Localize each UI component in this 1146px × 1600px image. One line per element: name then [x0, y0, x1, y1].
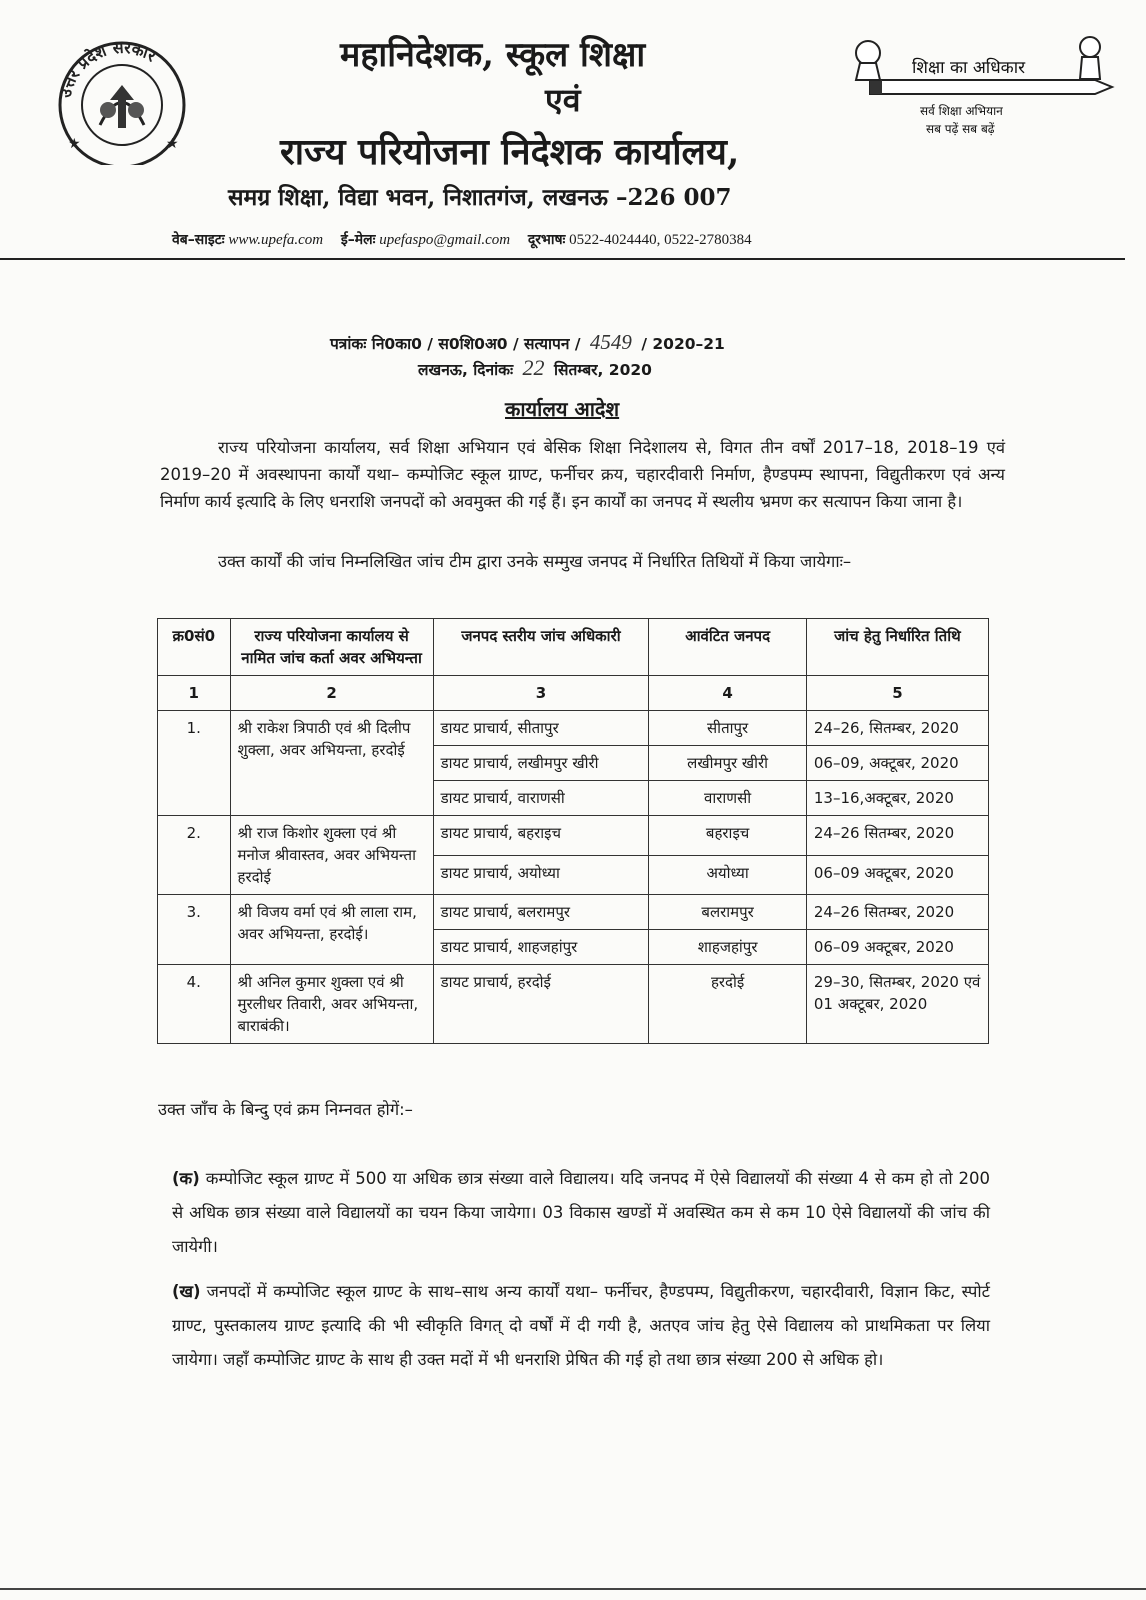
- header-divider: [0, 258, 1125, 260]
- district-officer: डायट प्राचार्य, लखीमपुर खीरी: [433, 746, 649, 781]
- table-row: [158, 965, 989, 1044]
- point-ka-label: (क): [172, 1169, 200, 1188]
- phone-numbers: 0522-4024440, 0522-2780384: [569, 232, 752, 248]
- order-title: कार्यालय आदेश: [505, 397, 620, 421]
- col-number: 1: [158, 676, 231, 711]
- col-header: जनपद स्तरीय जांच अधिकारी: [433, 619, 649, 676]
- col-number: 4: [649, 676, 807, 711]
- header-title-line2: एवं: [545, 81, 581, 119]
- col-number: 5: [806, 676, 988, 711]
- column-number-row: [158, 676, 989, 711]
- letter-reference: [330, 330, 725, 355]
- inspection-date: 06–09, अक्टूबर, 2020: [806, 746, 988, 781]
- email-label: ई–मेलः: [340, 232, 376, 248]
- header-title-line3: राज्य परियोजना निदेशक कार्यालय,: [280, 131, 740, 173]
- logo-sub1: सर्व शिक्षा अभियान: [920, 104, 1003, 118]
- point-kha-label: (ख): [172, 1282, 201, 1301]
- paragraph-2: उक्त कार्यों की जांच निम्नलिखित जांच टीम द्वारा उनके सम्मुख जनपद में निर्धारित तिथियों में किया जायेगाः–: [218, 552, 852, 571]
- ssa-logo: [850, 25, 1120, 140]
- team-members: श्री राकेश त्रिपाठी एवं श्री दिलीप शुक्ला, अवर अभियन्ता, हरदोई: [230, 711, 433, 816]
- serial-number: 2.: [158, 816, 231, 895]
- district-officer: डायट प्राचार्य, अयोध्या: [433, 855, 649, 895]
- table-row: [158, 816, 989, 856]
- col-number: 3: [433, 676, 649, 711]
- serial-number: 1.: [158, 711, 231, 816]
- up-government-seal: [40, 30, 205, 165]
- svg-text:★: ★: [68, 136, 81, 152]
- inspection-schedule-table: [157, 618, 989, 1044]
- inspection-date: 06–09 अक्टूबर, 2020: [806, 930, 988, 965]
- district-officer: डायट प्राचार्य, सीतापुर: [433, 711, 649, 746]
- phone-label: दूरभाषः: [527, 232, 566, 248]
- points-intro: उक्त जाँच के बिन्दु एवं क्रम निम्नवत होगें:–: [158, 1100, 413, 1119]
- district-officer: डायट प्राचार्य, हरदोई: [433, 965, 649, 1044]
- svg-text:★: ★: [166, 136, 179, 152]
- point-kha-text: जनपदों में कम्पोजिट स्कूल ग्राण्ट के साथ–साथ अन्य कार्यों यथा– फर्नीचर, हैण्डपम्प, विद्युतीकरण, चहारदीवारी, विज्ञान किट, स्पोर्ट ग्राण्ट, पुस्तकालय ग्राण्ट इत्यादि की भी स्वीकृति विगत् दो वर्षों में दी गयी है, अतएव जांच हेतु ऐसे विद्यालय को प्राथमिकता पर लिया जायेगा। जहाँ कम्पोजिट ग्राण्ट के साथ ही उक्त मदों में भी धनराशि प्रेषित की गई हो तथा छात्र संख्या 200 से अधिक हो।: [172, 1282, 990, 1369]
- logo-banner-text: शिक्षा का अधिकार: [912, 58, 1026, 78]
- inspection-date: 24–26 सितम्बर, 2020: [806, 895, 988, 930]
- letter-date: [418, 355, 652, 381]
- ref-suffix: / 2020–21: [641, 335, 725, 353]
- date-suffix: सितम्बर, 2020: [553, 361, 652, 379]
- ref-prefix: पत्रांकः नि0का0 / स0शि0अ0 / सत्यापन /: [330, 335, 581, 353]
- district-officer: डायट प्राचार्य, शाहजहांपुर: [433, 930, 649, 965]
- district-officer: डायट प्राचार्य, बलरामपुर: [433, 895, 649, 930]
- serial-number: 4.: [158, 965, 231, 1044]
- seal-text: उत्तर प्रदेश सरकार: [55, 37, 160, 100]
- website-link[interactable]: www.upefa.com: [228, 232, 324, 248]
- paragraph-1: राज्य परियोजना कार्यालय, सर्व शिक्षा अभियान एवं बेसिक शिक्षा निदेशालय से, विगत तीन वर्षों 2017–18, 2018–19 एवं 2019–20 में अवस्थापना कार्यों यथा– कम्पोजिट स्कूल ग्राण्ट, फर्नीचर क्रय, चहारदीवारी निर्माण, हैण्डपम्प स्थापना, विद्युतीकरण एवं अन्य निर्माण कार्य इत्यादि के लिए धनराशि जनपदों को अवमुक्त की गई हैं। इन कार्यों का जनपद में स्थलीय भ्रमण कर सत्यापन किया जाना है।: [160, 438, 1005, 511]
- district: अयोध्या: [649, 855, 807, 895]
- svg-text:उत्तर प्रदेश सरकार: [55, 38, 160, 101]
- serial-number: 3.: [158, 895, 231, 965]
- inspection-date: 24–26, सितम्बर, 2020: [806, 711, 988, 746]
- date-prefix: लखनऊ, दिनांकः: [418, 361, 514, 379]
- point-ka-text: कम्पोजिट स्कूल ग्राण्ट में 500 या अधिक छात्र संख्या वाले विद्यालय। यदि जनपद में ऐसे विद्यालयों की संख्या 4 से कम हो तो 200 से अधिक छात्र संख्या वाले विद्यालयों का चयन किया जायेगा। 03 विकास खण्डों में अवस्थित कम से कम 10 ऐसे विद्यालयों की जांच की जायेगी।: [172, 1169, 990, 1256]
- district: वाराणसी: [649, 781, 807, 816]
- page-bottom-edge: [0, 1588, 1146, 1590]
- header-address: समग्र शिक्षा, विद्या भवन, निशातगंज, लखनऊ –226 007: [228, 184, 732, 211]
- table-row: [158, 895, 989, 930]
- team-members: श्री अनिल कुमार शुक्ला एवं श्री मुरलीधर तिवारी, अवर अभियन्ता, बाराबंकी।: [230, 965, 433, 1044]
- col-header: जांच हेतु निर्धारित तिथि: [806, 619, 988, 676]
- district: बहराइच: [649, 816, 807, 856]
- col-header: आवंटित जनपद: [649, 619, 807, 676]
- col-header: राज्य परियोजना कार्यालय से नामित जांच कर्ता अवर अभियन्ता: [230, 619, 433, 676]
- logo-sub2: सब पढ़ें सब बढ़ें: [926, 122, 995, 136]
- date-day: 22: [522, 355, 545, 380]
- district-officer: डायट प्राचार्य, वाराणसी: [433, 781, 649, 816]
- email-link[interactable]: upefaspo@gmail.com: [379, 232, 511, 248]
- district: बलरामपुर: [649, 895, 807, 930]
- district: शाहजहांपुर: [649, 930, 807, 965]
- point-kha: [172, 1275, 990, 1377]
- district: लखीमपुर खीरी: [649, 746, 807, 781]
- inspection-date: 24–26 सितम्बर, 2020: [806, 816, 988, 856]
- contact-line: [172, 230, 752, 249]
- team-members: श्री राज किशोर शुक्ला एवं श्री मनोज श्रीवास्तव, अवर अभियन्ता हरदोई: [230, 816, 433, 895]
- district: सीतापुर: [649, 711, 807, 746]
- ref-number: 4549: [589, 330, 632, 354]
- col-header: क्र0सं0: [158, 619, 231, 676]
- table-header-row: [158, 619, 989, 676]
- inspection-date: 13–16,अक्टूबर, 2020: [806, 781, 988, 816]
- table-row: [158, 711, 989, 746]
- col-number: 2: [230, 676, 433, 711]
- header-title-line1: महानिदेशक, स्कूल शिक्षा: [340, 35, 646, 75]
- team-members: श्री विजय वर्मा एवं श्री लाला राम, अवर अभियन्ता, हरदोई।: [230, 895, 433, 965]
- inspection-date: 29–30, सितम्बर, 2020 एवं 01 अक्टूबर, 2020: [806, 965, 988, 1044]
- district: हरदोई: [649, 965, 807, 1044]
- inspection-date: 06–09 अक्टूबर, 2020: [806, 855, 988, 895]
- website-label: वेब–साइटः: [172, 232, 225, 248]
- point-ka: [172, 1162, 990, 1264]
- district-officer: डायट प्राचार्य, बहराइच: [433, 816, 649, 856]
